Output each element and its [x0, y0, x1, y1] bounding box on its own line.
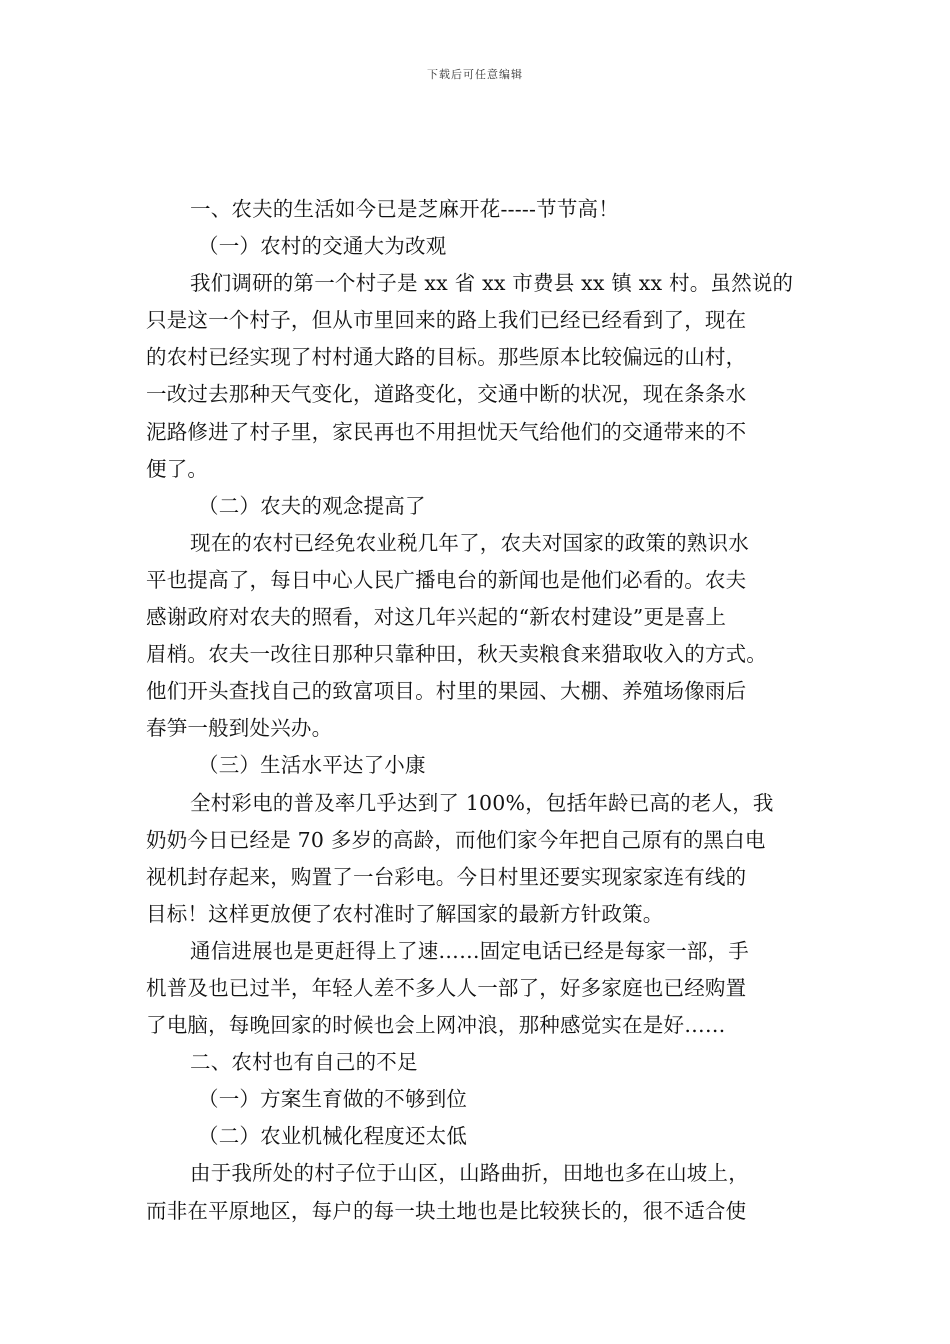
text-line: 通信进展也是更赶得上了速……固定电话已经是每家一部，手: [190, 938, 749, 963]
text-line: 奶奶今日已经是 70 多岁的高龄，而他们家今年把自己原有的黑白电: [146, 827, 766, 852]
text-line: 机普及也已过半，年轻人差不多人人一部了，好多家庭也已经购置: [146, 975, 747, 1000]
text-line: 的农村已经实现了村村通大路的目标。那些原本比较偏远的山村，: [146, 345, 747, 370]
text-line: 一、农夫的生活如今已是芝麻开花-----节节高！: [190, 197, 619, 221]
text-line: 只是这一个村子，但从市里回来的路上我们已经已经看到了，现在: [146, 308, 747, 333]
text-line: 便了。: [146, 456, 209, 481]
text-line: 由于我所处的村子位于山区，山路曲折，田地也多在山坡上，: [190, 1161, 749, 1186]
text-line: 而非在平原地区，每户的每一块土地也是比较狭长的，很不适合使: [146, 1198, 747, 1223]
text-line: （二）农业机械化程度还太低: [198, 1124, 468, 1149]
text-line: 了电脑，每晚回家的时候也会上网冲浪，那种感觉实在是好……: [146, 1013, 726, 1038]
document-body: [146, 191, 810, 1230]
text-line: 感谢政府对农夫的照看，对这几年兴起的“新农村建设”更是喜上: [146, 605, 727, 630]
text-line: （三）生活水平达了小康: [198, 753, 426, 778]
text-line: 现在的农村已经免农业税几年了，农夫对国家的政策的熟识水: [190, 530, 749, 555]
text-line: （一）农村的交通大为改观: [198, 234, 447, 259]
text-line: 平也提高了，每日中心人民广播电台的新闻也是他们必看的。农夫: [146, 567, 747, 592]
text-line: 二、农村也有自己的不足: [190, 1050, 418, 1075]
text-line: 我们调研的第一个村子是 xx 省 xx 市费县 xx 镇 xx 村。虽然说的: [190, 271, 794, 296]
text-line: 视机封存起来，购置了一台彩电。今日村里还要实现家家连有线的: [146, 864, 747, 889]
text-line: 他们开头查找自己的致富项目。村里的果园、大棚、养殖场像雨后: [146, 679, 747, 704]
text-line: （二）农夫的观念提高了: [198, 493, 426, 518]
text-line: （一）方案生育做的不够到位: [198, 1087, 468, 1112]
page-header: 下载后可任意编辑: [427, 68, 523, 81]
text-line: 春笋一般到处兴办。: [146, 716, 333, 741]
text-line: 一改过去那种天气变化，道路变化，交通中断的状况，现在条条水: [146, 382, 747, 407]
text-line: 目标！这样更放便了农村准时了解国家的最新方针政策。: [146, 901, 664, 926]
text-line: 全村彩电的普及率几乎达到了 100%，包括年龄已高的老人，我: [190, 790, 774, 815]
text-line: 泥路修进了村子里，家民再也不用担忧天气给他们的交通带来的不: [146, 419, 747, 444]
text-line: 眉梢。农夫一改往日那种只靠种田，秋天卖粮食来猎取收入的方式。: [146, 642, 767, 667]
